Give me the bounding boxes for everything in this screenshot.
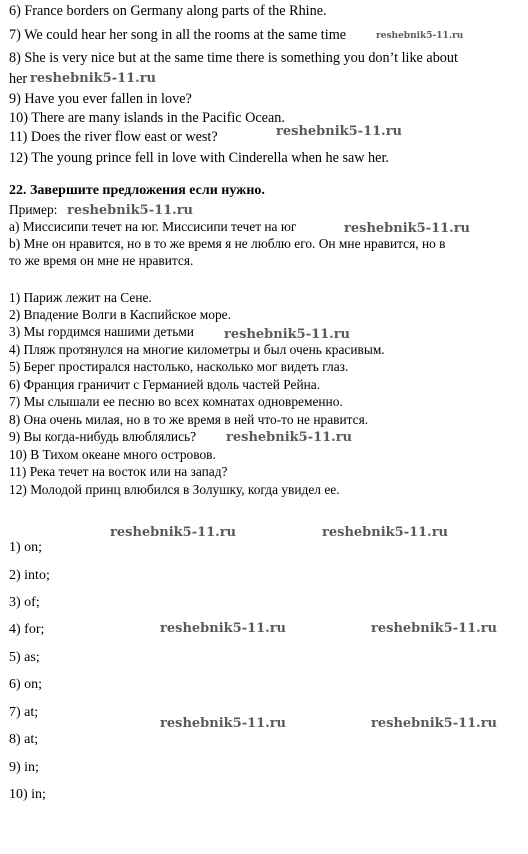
watermark: reshebnik5-11.ru <box>371 621 498 636</box>
answer: 1) on; <box>9 540 43 555</box>
example-b-continued: то же время он мне не нравится. <box>9 253 194 268</box>
example-b: b) Мне он нравится, но в то же время я не люблю его. Он мне нравится, но в <box>9 236 446 251</box>
english-sentence: 11) Does the river flow east or west? <box>9 129 218 145</box>
answer: 4) for; <box>9 622 45 637</box>
answer: 7) at; <box>9 705 39 720</box>
russian-sentence: 1) Париж лежит на Сене. <box>9 290 152 305</box>
russian-sentence: 9) Вы когда-нибудь влюблялись? <box>9 429 197 444</box>
watermark: reshebnik5-11.ru <box>322 525 449 540</box>
answer: 8) at; <box>9 732 39 747</box>
english-sentence: 8) She is very nice but at the same time there is something you don’t like about <box>9 50 458 66</box>
answer: 6) on; <box>9 677 43 692</box>
russian-sentence: 8) Она очень милая, но в то же время в ней что-то не нравится. <box>9 412 369 427</box>
answer: 2) into; <box>9 568 50 583</box>
english-sentence: 7) We could hear her song in all the rooms at the same time <box>9 27 347 43</box>
russian-sentence: 11) Река течет на восток или на запад? <box>9 464 228 479</box>
watermark: reshebnik5-11.ru <box>160 621 287 636</box>
russian-sentence: 2) Впадение Волги в Каспийское море. <box>9 307 231 322</box>
watermark: reshebnik5-11.ru <box>67 203 194 218</box>
english-sentence: 10) There are many islands in the Pacific Ocean. <box>9 110 285 126</box>
russian-sentence: 6) Франция граничит с Германией вдоль частей Рейна. <box>9 377 321 392</box>
answer: 10) in; <box>9 787 46 802</box>
exercise-title: 22. Завершите предложения если нужно. <box>9 183 265 198</box>
watermark: reshebnik5-11.ru <box>160 716 287 731</box>
watermark: reshebnik5-11.ru <box>226 430 353 445</box>
example-label: Пример: <box>9 202 58 217</box>
answer: 9) in; <box>9 760 39 775</box>
english-sentence: 6) France borders on Germany along parts of the Rhine. <box>9 3 327 19</box>
russian-sentence: 5) Берег простирался настолько, насколько мог видеть глаз. <box>9 359 349 374</box>
watermark: reshebnik5-11.ru <box>344 221 471 236</box>
watermark: reshebnik5-11.ru <box>276 124 403 139</box>
english-sentence: 12) The young prince fell in love with Cinderella when he saw her. <box>9 150 389 166</box>
watermark: reshebnik5-11.ru <box>371 716 498 731</box>
russian-sentence: 10) В Тихом океане много островов. <box>9 447 216 462</box>
russian-sentence: 7) Мы слышали ее песню во всех комнатах одновременно. <box>9 394 343 409</box>
russian-sentence: 12) Молодой принц влюбился в Золушку, когда увидел ее. <box>9 482 340 497</box>
russian-sentence: 3) Мы гордимся нашими детьми <box>9 324 194 339</box>
russian-sentence: 4) Пляж протянулся на многие километры и был очень красивым. <box>9 342 385 357</box>
watermark: reshebnik5-11.ru <box>224 327 351 342</box>
watermark: reshebnik5-11.ru <box>30 71 157 86</box>
answer: 3) of; <box>9 595 40 610</box>
answer: 5) as; <box>9 650 40 665</box>
english-sentence: her <box>9 71 28 87</box>
watermark: reshebnik5-11.ru <box>110 525 237 540</box>
example-a: a) Миссисипи течет на юг. Миссисипи течет на юг <box>9 219 297 234</box>
watermark: reshebnik5-11.ru <box>376 31 464 41</box>
english-sentence: 9) Have you ever fallen in love? <box>9 91 192 107</box>
